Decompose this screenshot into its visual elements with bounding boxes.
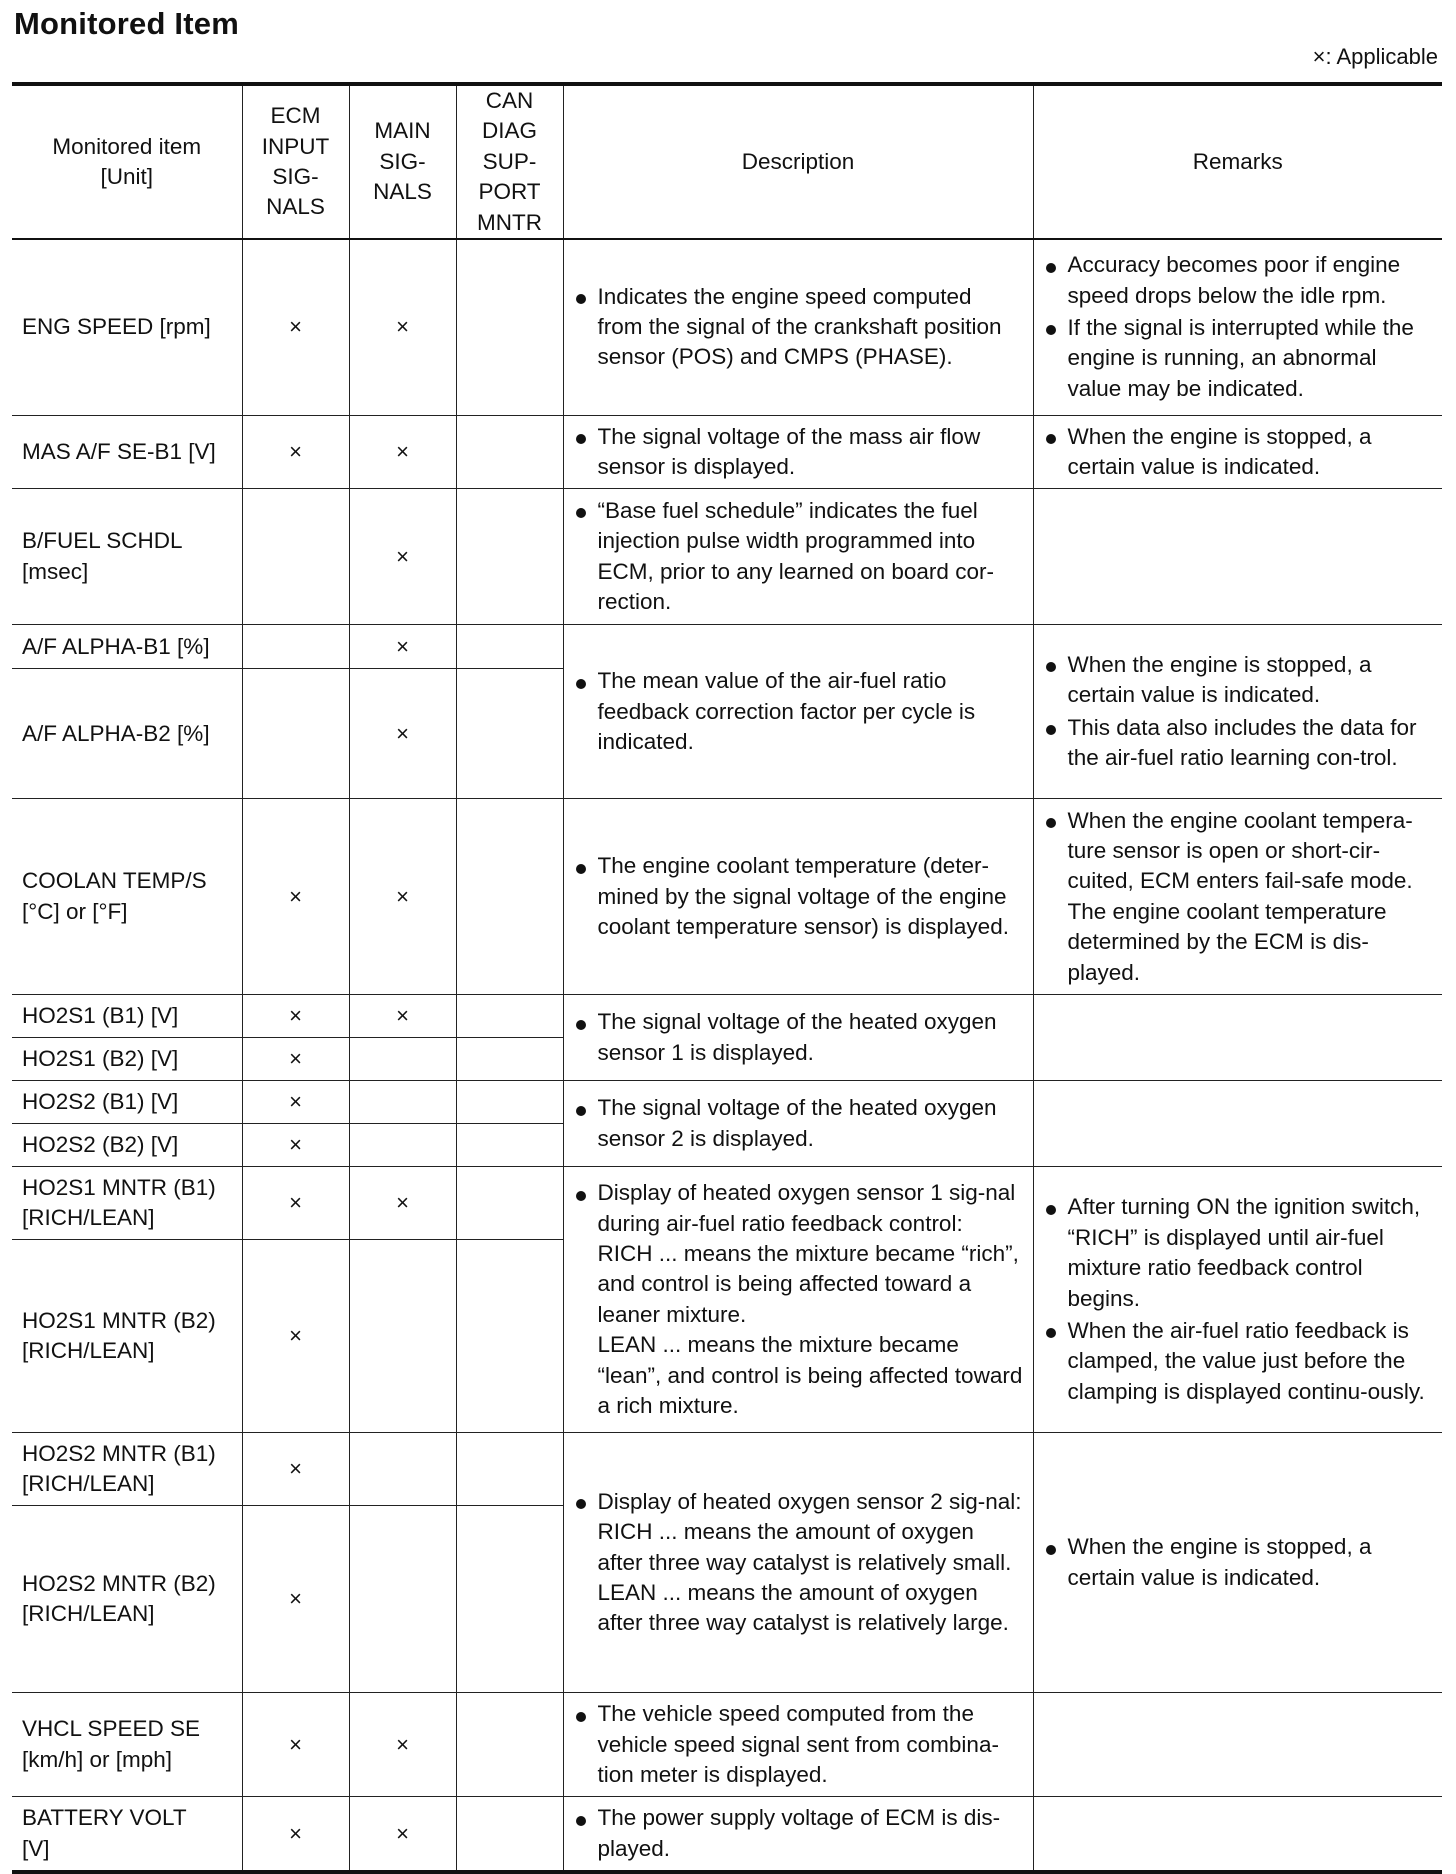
main-signal-cell: [349, 1081, 456, 1124]
ecm-input-mark: ×: [242, 1038, 349, 1081]
can-diag-cell: [456, 239, 563, 415]
main-signal-mark: ×: [349, 415, 456, 489]
main-signal-mark: ×: [349, 1797, 456, 1872]
can-diag-cell: [456, 1797, 563, 1872]
main-signal-cell: [349, 1240, 456, 1433]
ecm-input-mark: ×: [242, 1506, 349, 1693]
description-cell: “Base fuel schedule” indicates the fuel injection pulse width programmed into ECM, prior to any learned on board cor-rection.: [563, 489, 1033, 625]
main-signal-cell: [349, 1124, 456, 1167]
ecm-input-mark: ×: [242, 415, 349, 489]
description-cell: The power supply voltage of ECM is dis-played.: [563, 1797, 1033, 1872]
can-diag-cell: [456, 1124, 563, 1167]
monitored-item-cell: COOLAN TEMP/S [°C] or [°F]: [12, 799, 242, 995]
monitored-item-cell: ENG SPEED [rpm]: [12, 239, 242, 415]
can-diag-cell: [456, 415, 563, 489]
main-signal-cell: [349, 1038, 456, 1081]
header-description: Description: [563, 84, 1033, 239]
main-signal-mark: ×: [349, 489, 456, 625]
monitored-item-cell: HO2S1 (B2) [V]: [12, 1038, 242, 1081]
ecm-input-mark: ×: [242, 1124, 349, 1167]
can-diag-cell: [456, 1433, 563, 1506]
remarks-cell: [1033, 1081, 1442, 1167]
ecm-input-mark: ×: [242, 1240, 349, 1433]
main-signal-cell: [349, 1433, 456, 1506]
monitored-item-cell: VHCL SPEED SE [km/h] or [mph]: [12, 1693, 242, 1797]
monitored-item-cell: B/FUEL SCHDL [msec]: [12, 489, 242, 625]
monitored-item-cell: HO2S1 MNTR (B2) [RICH/LEAN]: [12, 1240, 242, 1433]
remarks-cell: When the engine is stopped, a certain value is indicated. This data also includes the data for the air-fuel ratio learning con-trol.: [1033, 625, 1442, 799]
header-main-signals: MAIN SIG- NALS: [349, 84, 456, 239]
table-row: [12, 625, 1442, 669]
main-signal-mark: ×: [349, 799, 456, 995]
ecm-input-mark: ×: [242, 1167, 349, 1240]
ecm-input-mark: ×: [242, 239, 349, 415]
description-cell: The vehicle speed computed from the vehicle speed signal sent from combina-tion meter is displayed.: [563, 1693, 1033, 1797]
main-signal-mark: ×: [349, 669, 456, 799]
monitored-item-cell: MAS A/F SE-B1 [V]: [12, 415, 242, 489]
monitored-item-cell: BATTERY VOLT [V]: [12, 1797, 242, 1872]
table-row: [12, 1081, 1442, 1124]
description-cell: The signal voltage of the heated oxygen sensor 1 is displayed.: [563, 995, 1033, 1081]
header-remarks: Remarks: [1033, 84, 1442, 239]
monitored-item-cell: HO2S1 MNTR (B1) [RICH/LEAN]: [12, 1167, 242, 1240]
table-row: [12, 799, 1442, 995]
table-row: [12, 239, 1442, 415]
remarks-cell: [1033, 1693, 1442, 1797]
applicable-legend: ×: Applicable: [1312, 44, 1438, 69]
remarks-cell: [1033, 489, 1442, 625]
can-diag-cell: [456, 669, 563, 799]
table-header-row: [12, 84, 1442, 239]
main-signal-mark: ×: [349, 1167, 456, 1240]
main-signal-mark: ×: [349, 995, 456, 1038]
monitored-item-cell: HO2S2 (B1) [V]: [12, 1081, 242, 1124]
can-diag-cell: [456, 1038, 563, 1081]
can-diag-cell: [456, 1693, 563, 1797]
main-signal-mark: ×: [349, 239, 456, 415]
description-cell: The signal voltage of the heated oxygen sensor 2 is displayed.: [563, 1081, 1033, 1167]
can-diag-cell: [456, 1240, 563, 1433]
monitored-item-table: [12, 82, 1442, 1874]
can-diag-cell: [456, 1081, 563, 1124]
remarks-cell: Accuracy becomes poor if engine speed drops below the idle rpm. If the signal is interrupted while the engine is running, an abnormal value may be indicated.: [1033, 239, 1442, 415]
header-monitored-item: Monitored item [Unit]: [12, 84, 242, 239]
remarks-cell: When the engine is stopped, a certain value is indicated.: [1033, 1433, 1442, 1693]
ecm-input-cell: [242, 625, 349, 669]
can-diag-cell: [456, 625, 563, 669]
description-cell: The signal voltage of the mass air flow sensor is displayed.: [563, 415, 1033, 489]
ecm-input-mark: ×: [242, 1433, 349, 1506]
ecm-input-cell: [242, 669, 349, 799]
page-title: Monitored Item: [14, 6, 239, 41]
table-row: [12, 1433, 1442, 1506]
can-diag-cell: [456, 1167, 563, 1240]
monitored-item-cell: HO2S2 (B2) [V]: [12, 1124, 242, 1167]
remarks-cell: When the engine coolant tempera-ture sensor is open or short-cir-cuited, ECM enters fail-safe mode. The engine coolant temperature determined by the ECM is dis-played.: [1033, 799, 1442, 995]
can-diag-cell: [456, 995, 563, 1038]
monitored-item-cell: A/F ALPHA-B2 [%]: [12, 669, 242, 799]
monitored-item-cell: A/F ALPHA-B1 [%]: [12, 625, 242, 669]
remarks-cell: After turning ON the ignition switch, “RICH” is displayed until air-fuel mixture ratio feedback control begins. When the air-fuel ratio feedback is clamped, the value just before the clamping is displayed continu-ously.: [1033, 1167, 1442, 1433]
monitored-item-cell: HO2S1 (B1) [V]: [12, 995, 242, 1038]
ecm-input-mark: ×: [242, 995, 349, 1038]
ecm-input-cell: [242, 489, 349, 625]
table-row: [12, 1797, 1442, 1872]
can-diag-cell: [456, 489, 563, 625]
description-cell: Display of heated oxygen sensor 1 sig-nal during air-fuel ratio feedback control: RICH ... means the mixture became “rich”, and control is being affected toward a leaner mixture. LEAN ... means the mixture became “lean”, and control is being affected toward a rich mixture.: [563, 1167, 1033, 1433]
can-diag-cell: [456, 1506, 563, 1693]
table-row: [12, 995, 1442, 1038]
monitored-item-cell: HO2S2 MNTR (B2) [RICH/LEAN]: [12, 1506, 242, 1693]
main-signal-cell: [349, 1506, 456, 1693]
monitored-item-cell: HO2S2 MNTR (B1) [RICH/LEAN]: [12, 1433, 242, 1506]
ecm-input-mark: ×: [242, 1693, 349, 1797]
table-row: [12, 1167, 1442, 1240]
ecm-input-mark: ×: [242, 1797, 349, 1872]
remarks-cell: [1033, 1797, 1442, 1872]
remarks-cell: [1033, 995, 1442, 1081]
description-cell: The engine coolant temperature (deter-mined by the signal voltage of the engine coolant temperature sensor) is displayed.: [563, 799, 1033, 995]
can-diag-cell: [456, 799, 563, 995]
table-row: [12, 489, 1442, 625]
ecm-input-mark: ×: [242, 1081, 349, 1124]
ecm-input-mark: ×: [242, 799, 349, 995]
description-cell: Indicates the engine speed computed from the signal of the crankshaft position sensor (POS) and CMPS (PHASE).: [563, 239, 1033, 415]
main-signal-mark: ×: [349, 1693, 456, 1797]
header-ecm-input-signals: ECM INPUT SIG- NALS: [242, 84, 349, 239]
description-cell: Display of heated oxygen sensor 2 sig-nal: RICH ... means the amount of oxygen after three way catalyst is relatively small. LEAN ... means the amount of oxygen after three way catalyst is relatively large.: [563, 1433, 1033, 1693]
main-signal-mark: ×: [349, 625, 456, 669]
table-row: [12, 1693, 1442, 1797]
table-row: [12, 415, 1442, 489]
description-cell: The mean value of the air-fuel ratio feedback correction factor per cycle is indicated.: [563, 625, 1033, 799]
header-can-diag-support-monitor: CAN DIAG SUP- PORT MNTR: [456, 84, 563, 239]
remarks-cell: When the engine is stopped, a certain value is indicated.: [1033, 415, 1442, 489]
